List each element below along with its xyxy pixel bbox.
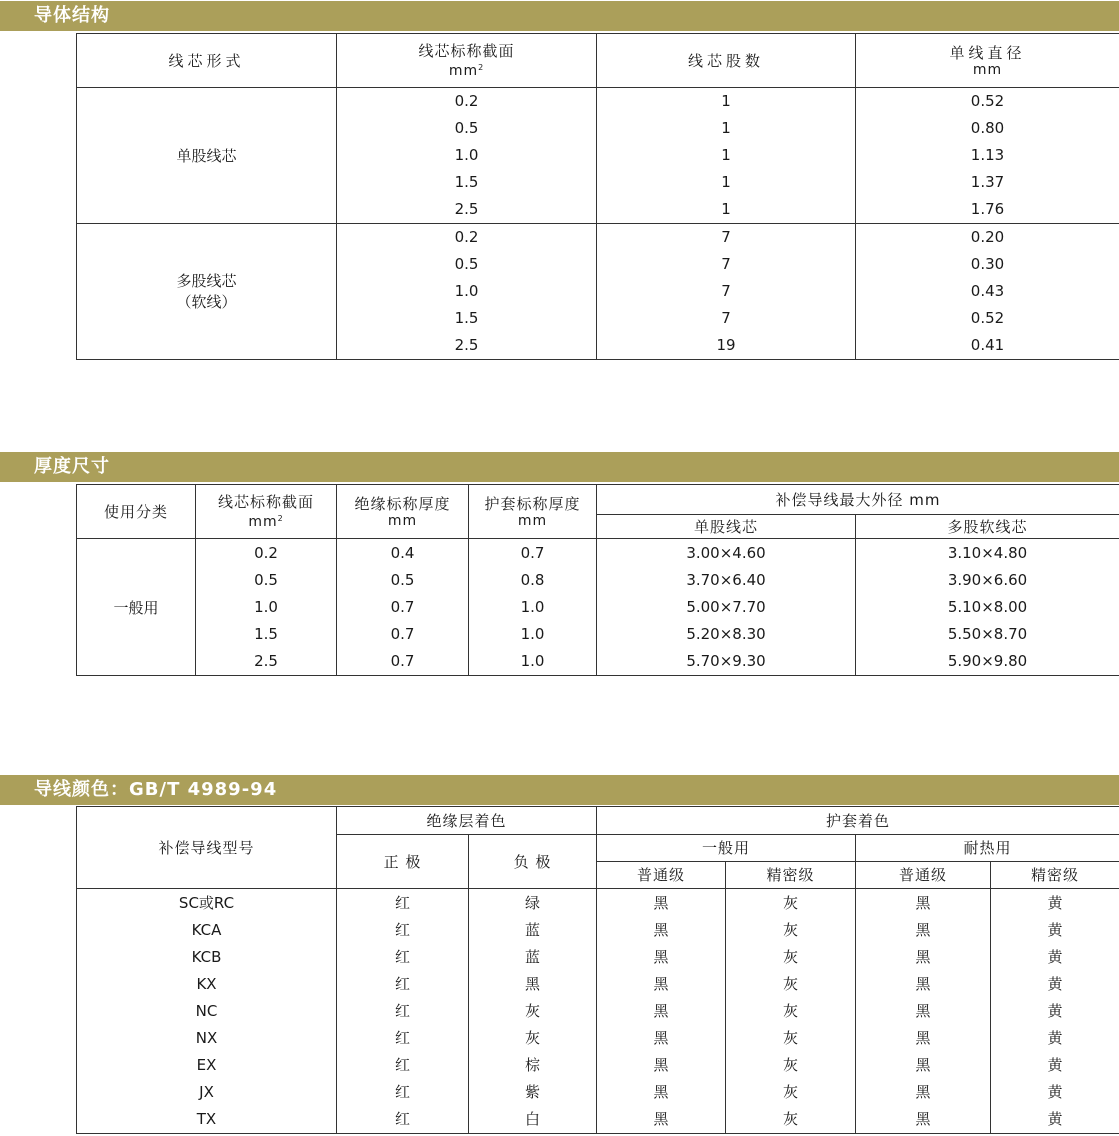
strands-cell: 1 1 1 1 1 xyxy=(597,88,856,224)
multi-od-cell: 3.10×4.80 3.90×6.60 5.10×8.00 5.50×8.70 5.90×9.80 xyxy=(856,539,1119,676)
header-max-outer-diameter: 补偿导线最大外径 mm xyxy=(597,485,1119,515)
header-strand-count: 线芯股数 xyxy=(597,34,856,88)
conductor-structure-table xyxy=(76,33,1119,360)
heat-precision-color-cell: 黄 黄 黄 黄 黄 黄 黄 黄 黄 xyxy=(991,889,1119,1134)
model-cell: SC或RC KCA KCB KX NC NX EX JX TX xyxy=(77,889,337,1134)
header-heat-resistant: 耐热用 xyxy=(856,835,1119,862)
sheath-cell: 0.7 0.8 1.0 1.0 1.0 xyxy=(469,539,597,676)
section-title-wire-color: 导线颜色：GB/T 4989-94 xyxy=(0,775,1119,805)
diameter-cell: 0.20 0.30 0.43 0.52 0.41 xyxy=(856,224,1119,360)
single-od-cell: 3.00×4.60 3.70×6.40 5.00×7.70 5.20×8.30 5.70×9.30 xyxy=(597,539,856,676)
header-core-form: 线芯形式 xyxy=(77,34,337,88)
group-label-multi: 多股线芯 （软线） xyxy=(77,224,337,360)
area-cell: 0.2 0.5 1.0 1.5 2.5 xyxy=(337,224,597,360)
header-wire-diameter: 单线直径 mm xyxy=(856,34,1119,88)
area-cell: 0.2 0.5 1.0 1.5 2.5 xyxy=(196,539,337,676)
header-usage: 使用分类 xyxy=(77,485,196,539)
header-heat-precision-grade: 精密级 xyxy=(991,862,1119,889)
area-cell: 0.2 0.5 1.0 1.5 2.5 xyxy=(337,88,597,224)
section-title-thickness: 厚度尺寸 xyxy=(0,452,1119,482)
strands-cell: 7 7 7 7 19 xyxy=(597,224,856,360)
usage-general: 一般用 xyxy=(77,539,196,676)
general-normal-color-cell: 黑 黑 黑 黑 黑 黑 黑 黑 黑 xyxy=(597,889,726,1134)
insulation-cell: 0.4 0.5 0.7 0.7 0.7 xyxy=(337,539,469,676)
positive-color-cell: 红 红 红 红 红 红 红 红 红 xyxy=(337,889,469,1134)
wire-color-table xyxy=(76,806,1119,1134)
group-label-single: 单股线芯 xyxy=(77,88,337,224)
header-positive: 正 极 xyxy=(337,835,469,889)
header-core-area: 线芯标称截面 $mm^2$ xyxy=(337,34,597,88)
heat-normal-color-cell: 黑 黑 黑 黑 黑 黑 黑 黑 黑 xyxy=(856,889,991,1134)
header-general-normal-grade: 普通级 xyxy=(597,862,726,889)
negative-color-cell: 绿 蓝 蓝 黑 灰 灰 棕 紫 白 xyxy=(469,889,597,1134)
diameter-cell: 0.52 0.80 1.13 1.37 1.76 xyxy=(856,88,1119,224)
thickness-table xyxy=(76,484,1119,676)
general-precision-color-cell: 灰 灰 灰 灰 灰 灰 灰 灰 灰 xyxy=(726,889,856,1134)
header-single-core: 单股线芯 xyxy=(597,515,856,539)
header-heat-normal-grade: 普通级 xyxy=(856,862,991,889)
header-sheath-color: 护套着色 xyxy=(597,807,1119,835)
header-negative: 负 极 xyxy=(469,835,597,889)
header-core-area: 线芯标称截面 $mm^2$ xyxy=(196,485,337,539)
header-insulation-thickness: 绝缘标称厚度 mm xyxy=(337,485,469,539)
header-model: 补偿导线型号 xyxy=(77,807,337,889)
header-general-precision-grade: 精密级 xyxy=(726,862,856,889)
header-sheath-thickness: 护套标称厚度 mm xyxy=(469,485,597,539)
header-multi-core: 多股软线芯 xyxy=(856,515,1119,539)
header-general-use: 一般用 xyxy=(597,835,856,862)
section-title-conductor: 导体结构 xyxy=(0,1,1119,31)
header-insulation-color: 绝缘层着色 xyxy=(337,807,597,835)
